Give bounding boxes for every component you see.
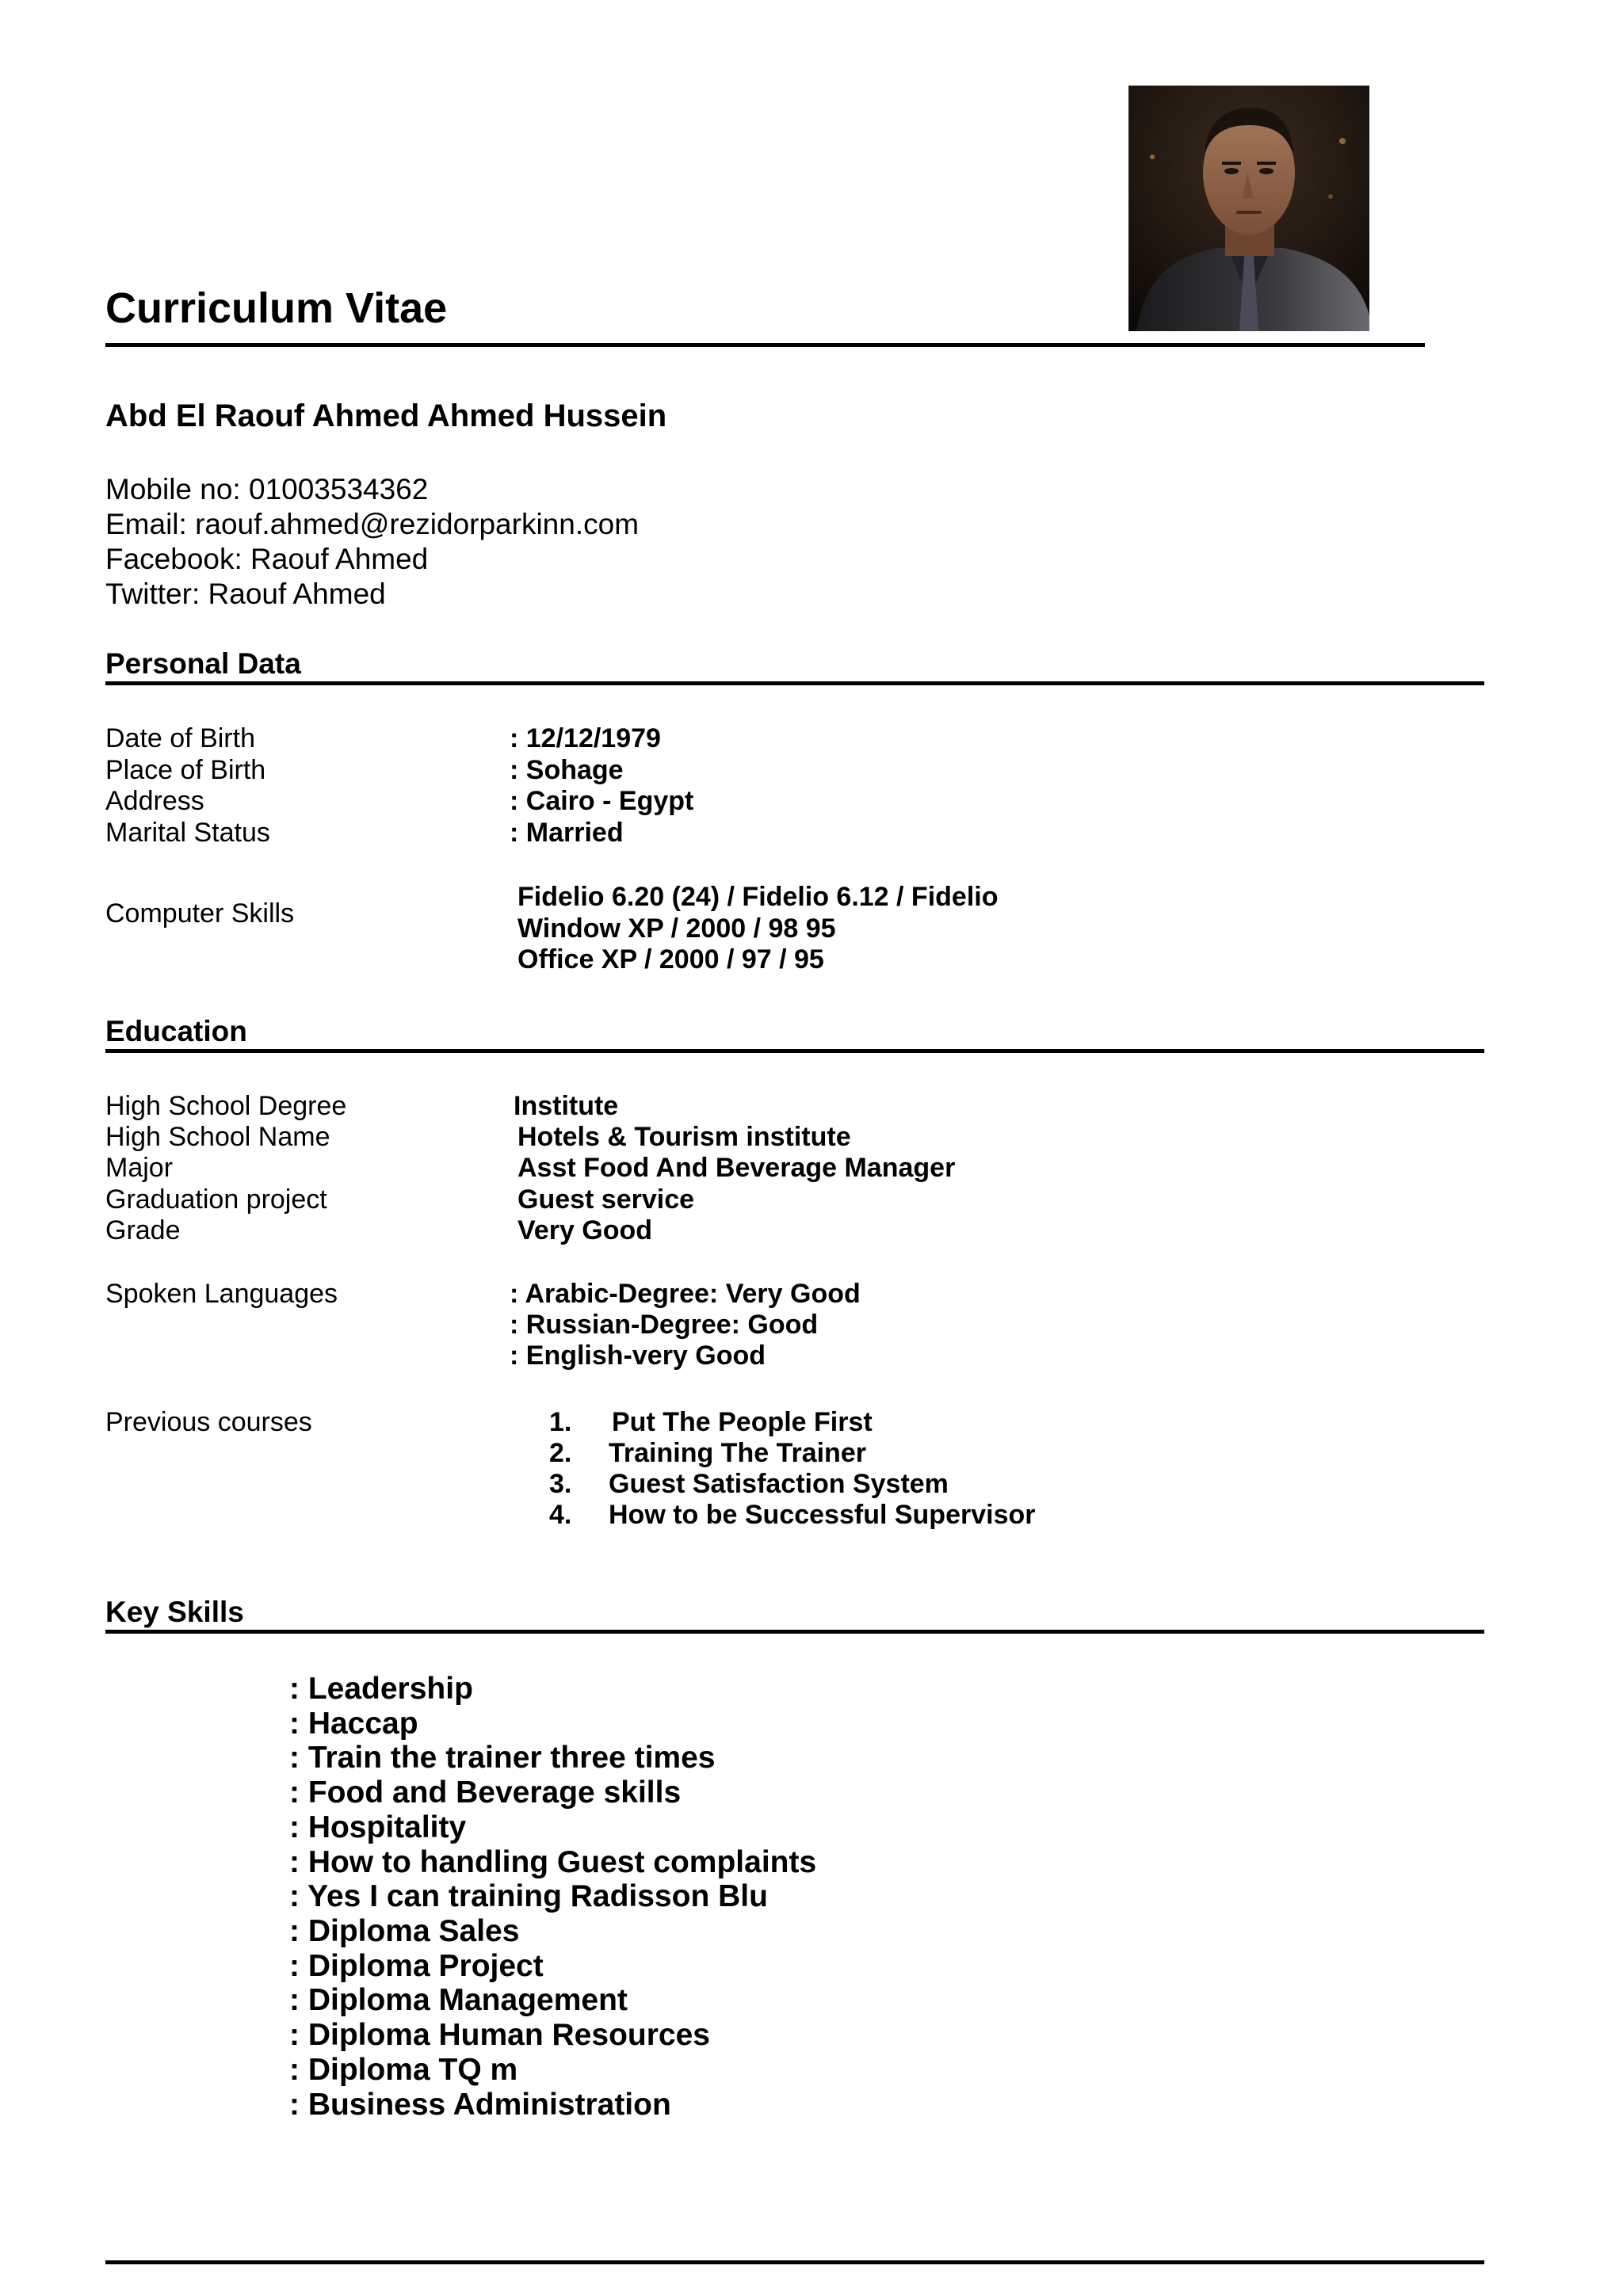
key-skills-heading: Key Skills bbox=[105, 1596, 244, 1628]
grade-label: Grade bbox=[105, 1215, 181, 1245]
mobile-number: Mobile no: 01003534362 bbox=[105, 473, 429, 505]
course-title: Guest Satisfaction System bbox=[609, 1469, 949, 1499]
key-skill-item: : Diploma TQ m bbox=[289, 2053, 518, 2087]
course-number: 1. bbox=[549, 1407, 572, 1437]
title-underline bbox=[105, 343, 1425, 347]
key-skill-item: : Diploma Project bbox=[289, 1949, 544, 1983]
date-of-birth-label: Date of Birth bbox=[105, 723, 255, 753]
high-school-degree-label: High School Degree bbox=[105, 1091, 347, 1121]
key-skill-item: : Hospitality bbox=[289, 1810, 467, 1844]
portrait-photo bbox=[1128, 86, 1369, 331]
candidate-name: Abd El Raouf Ahmed Ahmed Hussein bbox=[105, 399, 667, 433]
education-heading: Education bbox=[105, 1015, 247, 1047]
course-title: Put The People First bbox=[612, 1407, 873, 1437]
key-skill-item: : Haccap bbox=[289, 1707, 418, 1741]
spoken-languages-label: Spoken Languages bbox=[105, 1279, 338, 1309]
twitter-account: Twitter: Raouf Ahmed bbox=[105, 578, 386, 610]
key-skill-item: : Food and Beverage skills bbox=[289, 1775, 682, 1810]
key-skill-item: : Leadership bbox=[289, 1672, 473, 1706]
key-skill-item: : Business Administration bbox=[289, 2088, 671, 2122]
major-label: Major bbox=[105, 1153, 174, 1183]
document-title: Curriculum Vitae bbox=[105, 284, 448, 332]
computer-skill-item: Fidelio 6.20 (24) / Fidelio 6.12 / Fidelio bbox=[517, 882, 999, 912]
personal-data-heading: Personal Data bbox=[105, 647, 301, 680]
computer-skills-label: Computer Skills bbox=[105, 898, 295, 929]
marital-status-value: : Married bbox=[510, 818, 624, 848]
key-skill-item: : Yes I can training Radisson Blu bbox=[289, 1879, 768, 1913]
course-number: 2. bbox=[549, 1438, 572, 1468]
previous-courses-label: Previous courses bbox=[105, 1407, 312, 1437]
graduation-project-label: Graduation project bbox=[105, 1184, 327, 1215]
language-item: : Arabic-Degree: Very Good bbox=[510, 1279, 861, 1309]
marital-status-label: Marital Status bbox=[105, 818, 270, 848]
course-title: How to be Successful Supervisor bbox=[609, 1500, 1036, 1530]
computer-skill-item: Office XP / 2000 / 97 / 95 bbox=[517, 944, 824, 974]
key-skill-item: : How to handling Guest complaints bbox=[289, 1845, 817, 1879]
personal-data-rule bbox=[105, 681, 1484, 685]
place-of-birth-value: : Sohage bbox=[510, 755, 624, 785]
high-school-degree-value: Institute bbox=[514, 1091, 619, 1121]
grade-value: Very Good bbox=[517, 1215, 653, 1245]
address-value: : Cairo - Egypt bbox=[510, 786, 694, 816]
major-value: Asst Food And Beverage Manager bbox=[517, 1153, 956, 1183]
language-item: : English-very Good bbox=[510, 1341, 766, 1371]
key-skill-item: : Train the trainer three times bbox=[289, 1741, 716, 1775]
footer-rule bbox=[105, 2260, 1484, 2264]
course-number: 3. bbox=[549, 1469, 572, 1499]
email-address: Email: raouf.ahmed@rezidorparkinn.com bbox=[105, 508, 640, 540]
key-skill-item: : Diploma Sales bbox=[289, 1914, 520, 1948]
key-skills-rule bbox=[105, 1630, 1484, 1634]
course-number: 4. bbox=[549, 1500, 572, 1530]
key-skill-item: : Diploma Management bbox=[289, 1983, 628, 2017]
address-label: Address bbox=[105, 786, 204, 816]
graduation-project-value: Guest service bbox=[517, 1184, 695, 1215]
key-skill-item: : Diploma Human Resources bbox=[289, 2018, 710, 2052]
language-item: : Russian-Degree: Good bbox=[510, 1310, 819, 1340]
high-school-name-value: Hotels & Tourism institute bbox=[517, 1122, 851, 1152]
facebook-account: Facebook: Raouf Ahmed bbox=[105, 543, 429, 575]
high-school-name-label: High School Name bbox=[105, 1122, 330, 1152]
education-rule bbox=[105, 1049, 1484, 1053]
place-of-birth-label: Place of Birth bbox=[105, 755, 266, 785]
course-title: Training The Trainer bbox=[609, 1438, 866, 1468]
computer-skill-item: Window XP / 2000 / 98 95 bbox=[517, 913, 836, 944]
date-of-birth-value: : 12/12/1979 bbox=[510, 723, 661, 753]
